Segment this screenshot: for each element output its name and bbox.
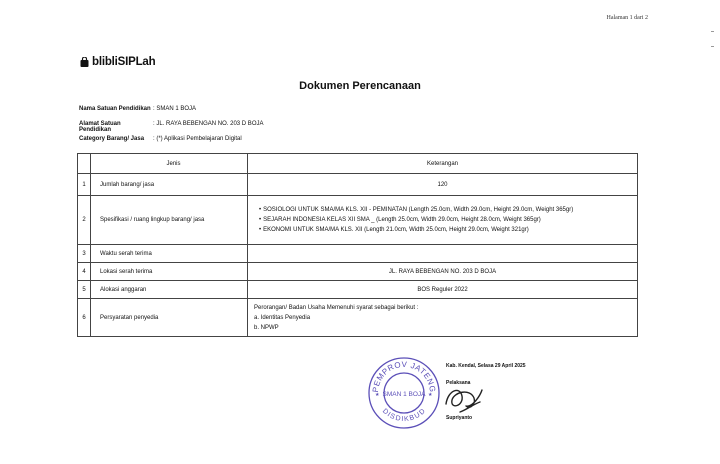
row-number: 5 [78,281,91,299]
meta-category [79,136,242,142]
header-keterangan: Keterangan [248,154,638,174]
requirement-line: b. NPWP [254,324,279,331]
row-number: 6 [78,299,91,337]
row-number: 4 [78,263,91,281]
signature-name: Supriyanto [446,415,473,421]
header-jenis: Jenis [91,154,248,174]
svg-text:DISDIKBUD [381,408,427,423]
shopping-bag-icon [80,57,89,67]
scan-mark [711,46,714,47]
spec-list [259,207,637,233]
row-keterangan [248,196,638,245]
table-row [78,174,638,196]
meta-label: Nama Satuan Pendidikan [79,106,151,112]
row-jenis: Alokasi anggaran [91,281,248,299]
star-icon: ★ [375,392,380,398]
planning-table [77,153,638,337]
row-keterangan: 120 [248,174,638,196]
meta-value: : (*) Aplikasi Pembelajaran Digital [153,136,242,142]
list-item: • SEJARAH INDONESIA KELAS XII SMA _ (Length 25.0cm, Width 29.0cm, Height 28.0cm, Weight 365gr) [259,217,637,223]
meta-address [79,121,263,133]
table-row [78,196,638,245]
requirement-line: Perorangan/ Badan Usaha Memenuhi syarat sebagai berikut : [254,304,419,311]
meta-label: Alamat Satuan Pendidikan [79,121,121,133]
list-item: • SOSIOLOGI UNTUK SMA/MA KLS. XII - PEMINATAN (Length 25.0cm, Width 29.0cm, Height 29.0cm, Weight 365gr) [259,207,637,213]
row-keterangan: BOS Reguler 2022 [248,281,638,299]
requirement-line: a. Identitas Penyedia [254,314,311,321]
official-stamp [366,355,442,431]
scan-mark [711,31,714,32]
row-keterangan: JL. RAYA BEBENGAN NO. 203 D BOJA [248,263,638,281]
svg-text:PEMPROV JATENG [371,360,437,393]
stamp-center-text: SMAN 1 BOJA [382,391,426,398]
logo-text: blibliSIPLah [92,56,156,68]
list-item: • EKONOMI UNTUK SMA/MA KLS. XII (Length 21.0cm, Width 25.0cm, Height 29.0cm, Weight 321gr) [259,227,637,233]
row-jenis: Persyaratan penyedia [91,299,248,337]
table-header-row [78,154,638,174]
row-jenis: Spesifikasi / ruang lingkup barang/ jasa [91,196,248,245]
row-keterangan [248,299,638,337]
meta-label: Category Barang/ Jasa [79,136,145,142]
table-row [78,263,638,281]
table-row [78,299,638,337]
row-number: 3 [78,245,91,263]
meta-school [79,106,196,112]
document-title: Dokumen Perencanaan [299,80,421,92]
row-jenis: Lokasi serah terima [91,263,248,281]
page-number: Halaman 1 dari 2 [606,15,648,21]
header-cell [78,154,91,174]
star-icon: ★ [428,392,433,398]
handwritten-signature [440,382,486,416]
stamp-top-text: PEMPROV JATENG [370,359,438,393]
meta-value: : SMAN 1 BOJA [153,106,197,112]
signature-location-date: Kab. Kendal, Selasa 29 April 2025 [446,363,526,369]
stamp-bottom-text: DISDIKBUD [380,407,428,424]
row-keterangan [248,245,638,263]
row-number: 2 [78,196,91,245]
row-jenis: Jumlah barang/ jasa [91,174,248,196]
table-row [78,245,638,263]
logo [80,56,155,68]
row-number: 1 [78,174,91,196]
signature-role: Pelaksana [446,380,471,386]
row-jenis: Waktu serah terima [91,245,248,263]
table-row [78,281,638,299]
meta-value: : JL. RAYA BEBENGAN NO. 203 D BOJA [153,121,264,127]
